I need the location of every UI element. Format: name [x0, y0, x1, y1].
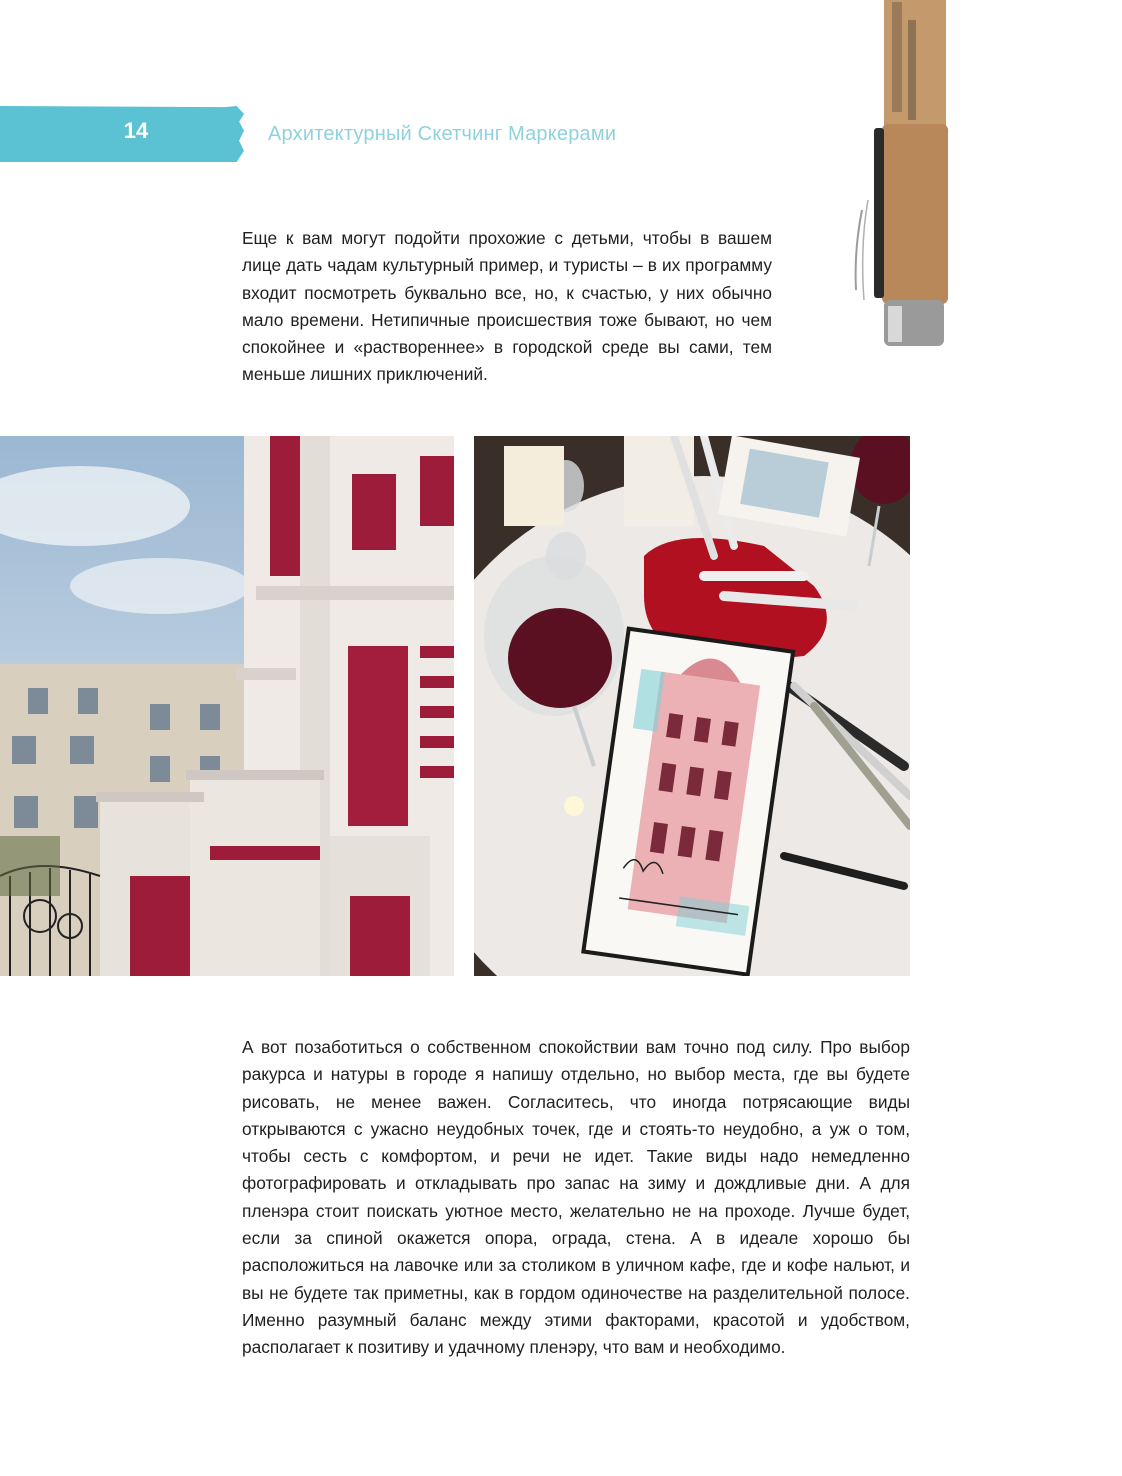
marker-pen-photo: [848, 0, 970, 356]
running-title: Архитектурный Скетчинг Маркерами: [268, 123, 617, 145]
paragraph-main: А вот позаботиться о собственном спокойствии вам точно под силу. Про выбор ракурса и натуры в городе я напишу отдельно, но выбор места, где вы будете рисовать, не менее важен. Согласитесь, что иногда потрясающие виды открываются с ужасно неудобных точек, где и стоять-то неудобно, а уж о том, чтобы сесть с комфортом, и речи не идет. Такие виды надо немедленно фотографировать и откладывать про запас на зиму и дождливые дни. А для пленэра стоит поискать уютное место, желательно не на проходе. Лучше будет, если за спиной окажется опора, ограда, стена. А в идеале хорошо бы расположиться на лавочке или за столиком в уличном кафе, где и кофе нальют, и вы не будете так приметны, как в гордом одиночестве на разделительной полосе. Именно разумный баланс между этими факторами, красотой и удобством, располагает к позитиву и удачному пленэру, что вам и необходимо.: [242, 1037, 910, 1358]
paragraph-intro: Еще к вам могут подойти прохожие с детьми, чтобы в вашем лице дать чадам культурный пример, и туристы – в их программу входит посмотреть буквально все, но, к счастью, у них обычно мало времени. Нетипичные происшествия тоже бывают, но чем спокойнее и «раствореннее» в городской среде вы сами, тем меньше лишних приключений.: [242, 228, 772, 385]
church-facade-photo: [0, 436, 454, 976]
sketchbook-cafe-photo: [474, 436, 910, 976]
page-number: 14: [123, 118, 149, 143]
